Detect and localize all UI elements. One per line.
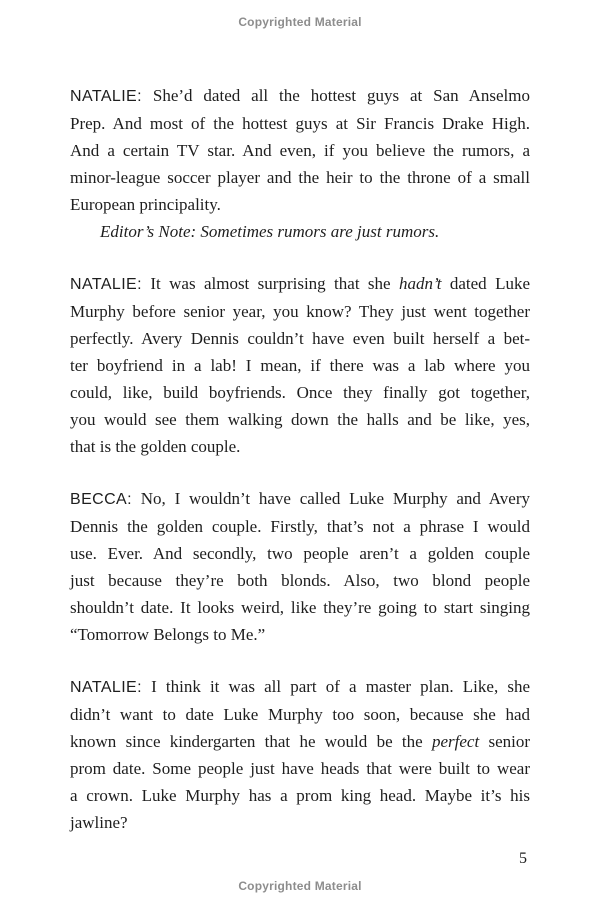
text-segment: ter boyfriend in a lab! I mean, if there was a lab where you: [70, 356, 530, 375]
dialogue-paragraph: [70, 82, 530, 218]
text-segment: “Tomorrow Belongs to Me.”: [70, 625, 266, 644]
text-line: [70, 809, 530, 836]
italic-segment: Editor’s Note: Sometimes rumors are just rumors.: [100, 222, 440, 241]
text-line: [70, 673, 530, 701]
text-segment: I think it was all part of a master plan. Like, she: [141, 677, 530, 696]
text-segment: Murphy before senior year, you know? They just went together: [70, 302, 530, 321]
text-line: [70, 513, 530, 540]
page-number: 5: [519, 850, 527, 867]
text-segment: perfectly. Avery Dennis couldn’t have even built herself a bet-: [70, 329, 530, 348]
text-line: [70, 406, 530, 433]
text-line: [70, 379, 530, 406]
text-line: [70, 164, 530, 191]
text-line: [70, 82, 530, 110]
text-line: [70, 352, 530, 379]
editor-note: [70, 218, 530, 245]
text-segment: It was almost surprising that she: [141, 274, 399, 293]
text-segment: Prep. And most of the hottest guys at Sir Francis Drake High.: [70, 114, 530, 133]
text-line: [70, 110, 530, 137]
text-segment: European principality.: [70, 195, 221, 214]
text-line: [70, 270, 530, 298]
text-line: [70, 191, 530, 218]
copyright-notice-top: Copyrighted Material: [238, 15, 362, 29]
text-segment: that is the golden couple.: [70, 437, 241, 456]
text-segment: And a certain TV star. And even, if you believe the rumors, a: [70, 141, 530, 160]
text-segment: shouldn’t date. It looks weird, like they’re going to start singing: [70, 598, 530, 617]
text-flow: [70, 82, 530, 836]
text-segment: didn’t want to date Luke Murphy too soon, because she had: [70, 705, 530, 724]
dialogue-paragraph: [70, 270, 530, 460]
text-segment: prom date. Some people just have heads that were built to wear: [70, 759, 530, 778]
speaker-label: NATALIE:: [70, 679, 142, 696]
text-line: [70, 298, 530, 325]
dialogue-paragraph: [70, 485, 530, 648]
text-segment: jawline?: [70, 813, 128, 832]
text-line: [70, 728, 530, 755]
text-line: [70, 325, 530, 352]
text-segment: known since kindergarten that he would be the: [70, 732, 432, 751]
text-segment: senior: [479, 732, 531, 751]
speaker-label: NATALIE:: [70, 88, 142, 105]
text-line: [70, 621, 530, 648]
italic-segment: hadn’t: [398, 274, 442, 293]
text-segment: a crown. Luke Murphy has a prom king head. Maybe it’s his: [70, 786, 530, 805]
text-line: [70, 433, 530, 460]
text-segment: just because they’re both blonds. Also, two blond people: [70, 571, 530, 590]
text-segment: could, like, build boyfriends. Once they finally got together,: [70, 383, 530, 402]
text-line: [70, 701, 530, 728]
text-segment: use. Ever. And secondly, two people aren’t a golden couple: [70, 544, 530, 563]
text-line: [70, 755, 530, 782]
speaker-label: NATALIE:: [70, 276, 142, 293]
speaker-label: BECCA:: [70, 491, 132, 508]
text-segment: dated Luke: [441, 274, 530, 293]
text-segment: minor-league soccer player and the heir to the throne of a small: [70, 168, 530, 187]
text-line: [70, 485, 530, 513]
text-line: [70, 567, 530, 594]
text-segment: you would see them walking down the halls and be like, yes,: [70, 410, 530, 429]
text-segment: Dennis the golden couple. Firstly, that’s not a phrase I would: [70, 517, 530, 536]
text-line: [70, 540, 530, 567]
dialogue-paragraph: [70, 673, 530, 836]
text-line: [70, 137, 530, 164]
text-line: [70, 594, 530, 621]
text-segment: No, I wouldn’t have called Luke Murphy and Avery: [131, 489, 530, 508]
text-line: [70, 782, 530, 809]
copyright-notice-bottom: Copyrighted Material: [238, 879, 362, 893]
text-line: [70, 218, 530, 245]
italic-segment: perfect: [431, 732, 480, 751]
text-segment: She’d dated all the hottest guys at San Anselmo: [141, 86, 530, 105]
